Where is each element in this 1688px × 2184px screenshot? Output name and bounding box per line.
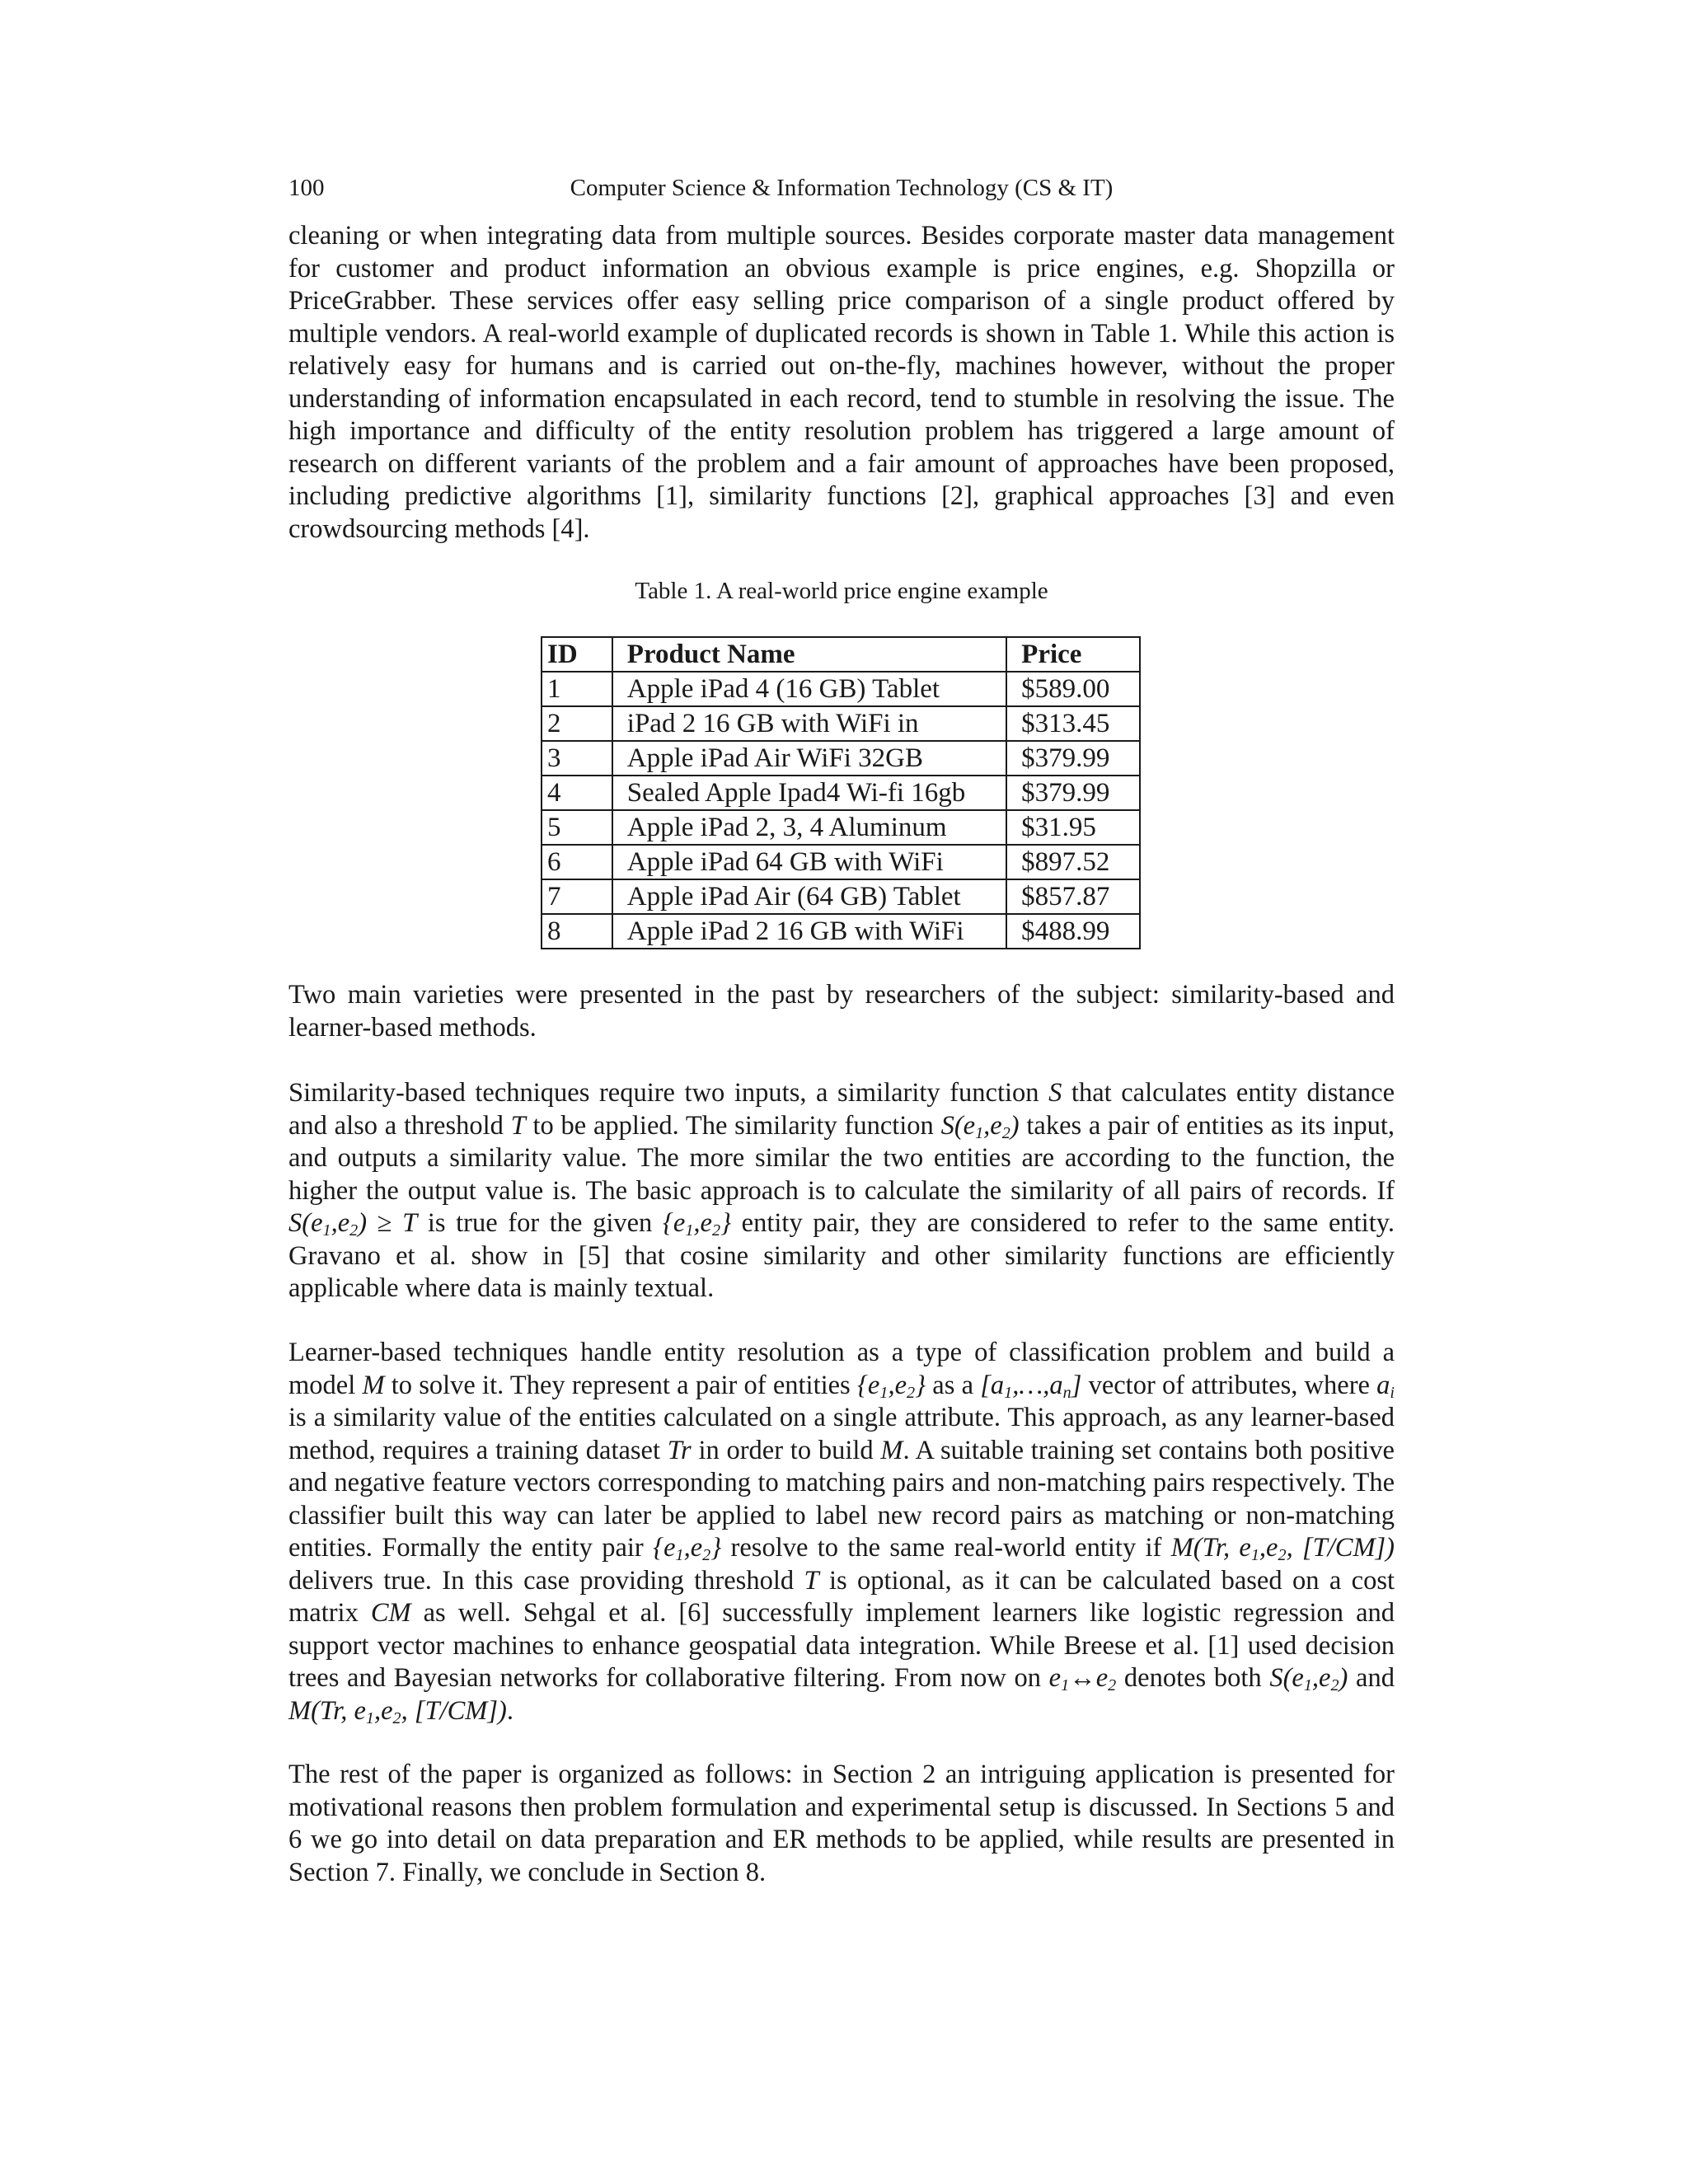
cell-product-name: Apple iPad 4 (16 GB) Tablet — [612, 672, 1006, 706]
cell-product-name: Apple iPad Air (64 GB) Tablet — [612, 879, 1006, 914]
cell-product-name: Sealed Apple Ipad4 Wi-fi 16gb — [612, 776, 1006, 810]
table-caption: Table 1. A real-world price engine example — [635, 578, 1048, 604]
cell-id: 5 — [542, 810, 612, 845]
table-row — [542, 672, 1140, 706]
cell-price: $379.99 — [1006, 741, 1140, 776]
cell-id: 6 — [542, 845, 612, 879]
table-row — [542, 706, 1140, 741]
cell-price: $379.99 — [1006, 776, 1140, 810]
cell-price: $857.87 — [1006, 879, 1140, 914]
cell-product-name: Apple iPad Air WiFi 32GB — [612, 741, 1006, 776]
cell-product-name: Apple iPad 2, 3, 4 Aluminum — [612, 810, 1006, 845]
header-id: ID — [542, 637, 612, 672]
header-price: Price — [1006, 637, 1140, 672]
cell-id: 2 — [542, 706, 612, 741]
cell-id: 4 — [542, 776, 612, 810]
cell-price: $589.00 — [1006, 672, 1140, 706]
table-row — [542, 845, 1140, 879]
cell-product-name: Apple iPad 64 GB with WiFi — [612, 845, 1006, 879]
cell-id: 8 — [542, 914, 612, 949]
table-row — [542, 914, 1140, 949]
intro-paragraph: cleaning or when integrating data from multiple sources. Besides corporate master data management for customer and product information an obvious example is price engines, e.g. Shopzilla or PriceGrabber. These services offer easy selling price comparison of a single product offered by multiple vendors. A real-world example of duplicated records is shown in Table 1. While this action is relatively easy for humans and is carried out on-the-fly, machines however, without the proper understanding of information encapsulated in each record, tend to stumble in resolving the issue. The high importance and difficulty of the entity resolution problem has triggered a large amount of research on different variants of the problem and a fair amount of approaches have been proposed, including predictive algorithms [1], similarity functions [2], graphical approaches [3] and even crowdsourcing methods [4]. — [288, 221, 1395, 544]
cell-product-name: Apple iPad 2 16 GB with WiFi — [612, 914, 1006, 949]
table-row — [542, 879, 1140, 914]
cell-product-name: iPad 2 16 GB with WiFi in — [612, 706, 1006, 741]
table-row — [542, 776, 1140, 810]
outline-paragraph: The rest of the paper is organized as follows: in Section 2 an intriguing application is presented for motivational reasons then problem formulation and experimental setup is discussed. In Sections 5 and 6 we go into detail on data preparation and ER methods to be applied, while results are presented in Section 7. Finally, we conclude in Section 8. — [288, 1760, 1395, 1887]
cell-price: $488.99 — [1006, 914, 1140, 949]
page-number: 100 — [288, 175, 325, 201]
table-header-row — [542, 637, 1140, 672]
price-table — [541, 636, 1141, 949]
page-header — [288, 171, 1395, 204]
learner-paragraph: Learner-based techniques handle entity resolution as a type of classification problem and build a model M to solve it. They represent a pair of entities $\{e_1,e_2\}$ as a $[a_1,\dots,a_n]$ vector of attributes, where $a_i$ is a similarity value of the entities calculated on a single attribute. This approach, as any learner-based method, requires a training dataset Tr in order to build M. A suitable training set contains both positive and negative feature vectors corresponding to matching pairs and non-matching pairs respectively. The classifier built this way can later be applied to label new record pairs as matching or non-matching entities. Formally the entity pair $\{e_1,e_2\}$ resolve to the same real-world entity if M(Tr, $e_1,e_2$, [T/CM]) delivers true. In this case providing threshold T is optional, as it can be calculated based on a cost matrix CM as well. Sehgal et al. [6] successfully implement learners like logistic regression and support vector machines to enhance geospatial data integration. While Breese et al. [1] used decision trees and Bayesian networks for collaborative filtering. From now on $e_1\leftrightarrow e_2$ denotes both $S(e_1,e_2)$ and M(Tr, $e_1,e_2$, [T/CM]). — [288, 1338, 1395, 1727]
table-row — [542, 810, 1140, 845]
varieties-paragraph: Two main varieties were presented in the past by researchers of the subject: similarity-based and learner-based methods. — [288, 980, 1395, 1043]
running-title: Computer Science & Information Technology (CS & IT) — [570, 175, 1114, 201]
header-product-name: Product Name — [612, 637, 1006, 672]
cell-id: 7 — [542, 879, 612, 914]
cell-price: $31.95 — [1006, 810, 1140, 845]
cell-id: 3 — [542, 741, 612, 776]
table-row — [542, 741, 1140, 776]
cell-price: $897.52 — [1006, 845, 1140, 879]
similarity-paragraph: Similarity-based techniques require two inputs, a similarity function S that calculates entity distance and also a threshold T to be applied. The similarity function $S(e_1,e_2)$ takes a pair of entities as its input, and outputs a similarity value. The more similar the two entities are according to the function, the higher the output value is. The basic approach is to calculate the similarity of all pairs of records. If $S(e_1,e_2) \ge T$ is true for the given $\{e_1,e_2\}$ entity pair, they are considered to refer to the same entity. Gravano et al. show in [5] that cosine similarity and other similarity functions are efficiently applicable where data is mainly textual. — [288, 1078, 1395, 1303]
cell-id: 1 — [542, 672, 612, 706]
cell-price: $313.45 — [1006, 706, 1140, 741]
